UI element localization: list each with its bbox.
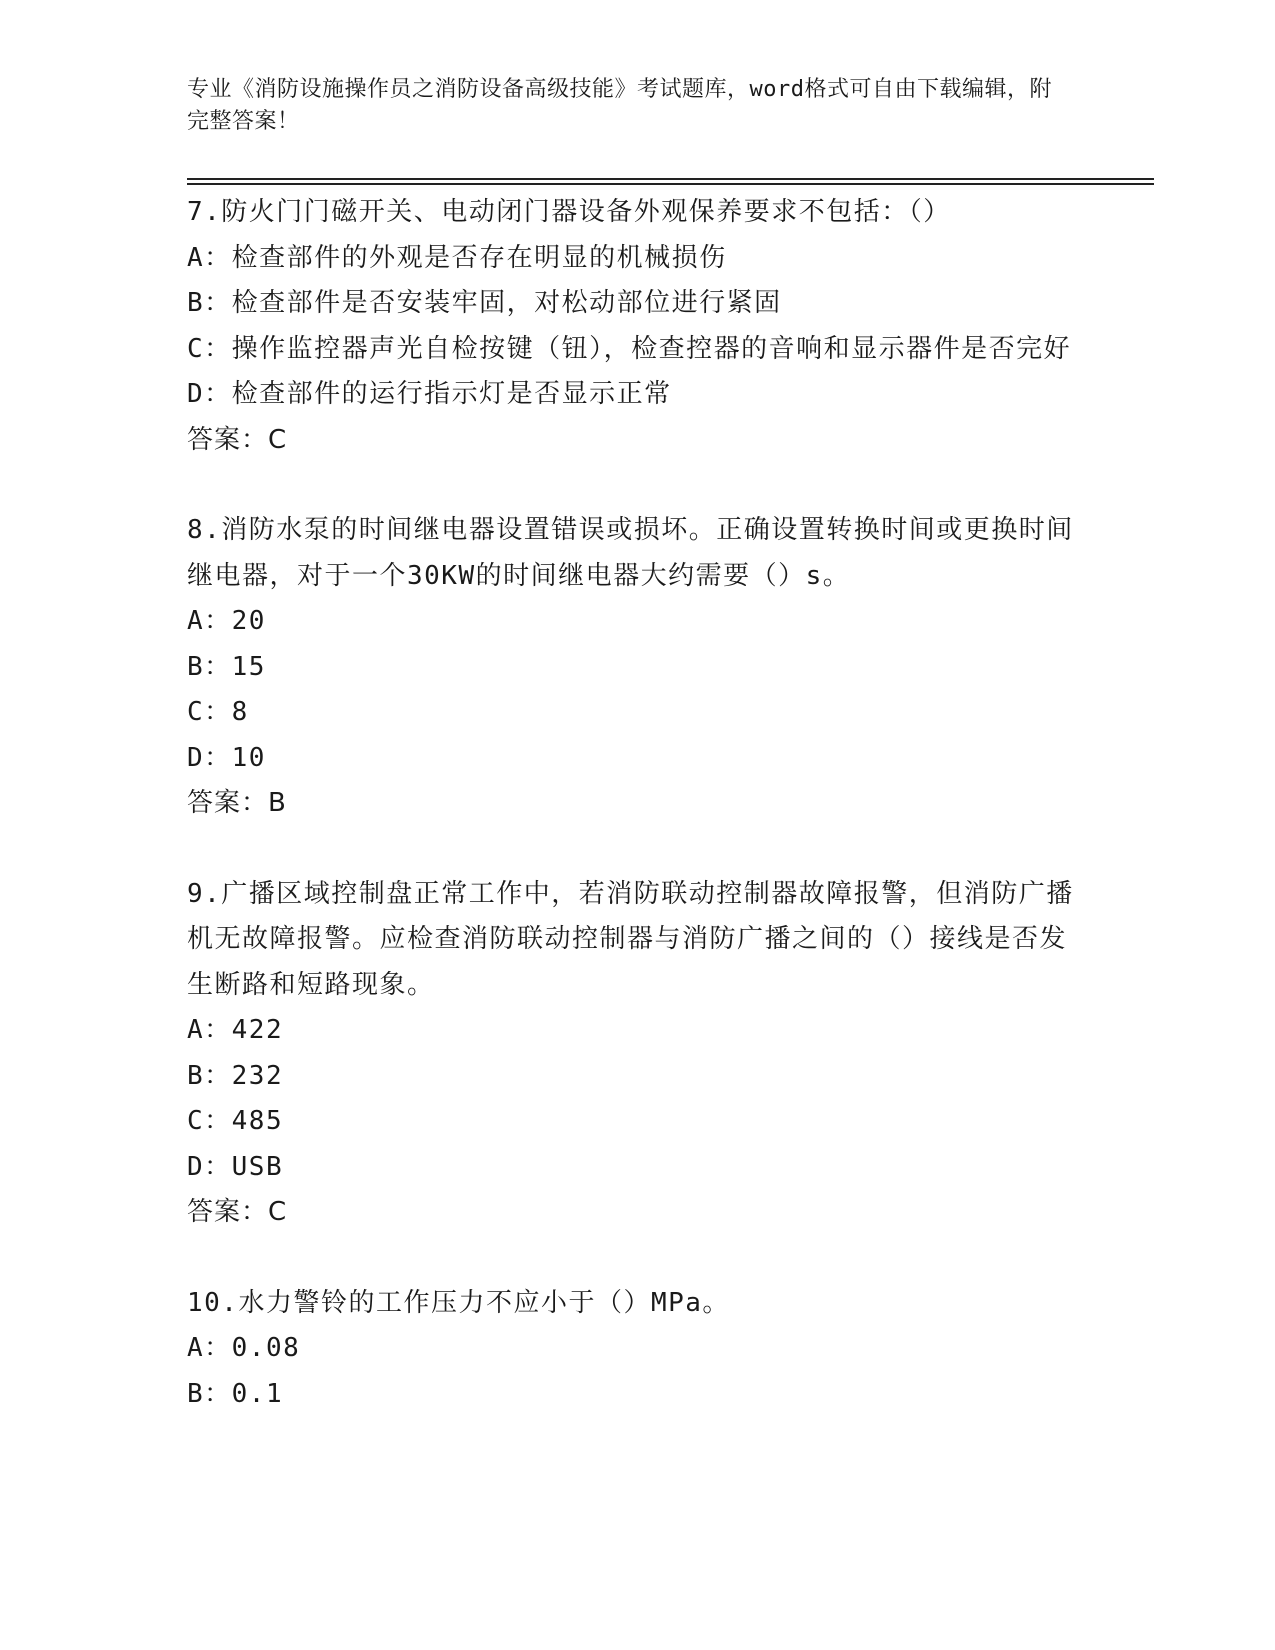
document-header: 专业《消防设施操作员之消防设备高级技能》考试题库，word格式可自由下载编辑，附完整答案！ [187, 77, 1052, 134]
question-list [187, 190, 1087, 1417]
question-7 [187, 190, 1087, 463]
question-8 [187, 508, 1087, 827]
answer: 答案：C [187, 1197, 288, 1227]
option-c: C：8 [187, 697, 249, 727]
option-a: A：20 [187, 606, 266, 636]
question-text: 8.消防水泵的时间继电器设置错误或损坏。正确设置转换时间或更换时间继电器，对于一个30KW的时间继电器大约需要（）s。 [187, 515, 1074, 591]
answer: 答案：B [187, 788, 287, 818]
option-b: B：0.1 [187, 1378, 284, 1409]
option-c: C：485 [187, 1106, 284, 1136]
question-10 [187, 1281, 1087, 1418]
header-divider-bottom [187, 183, 1154, 185]
question-text: 10.水力警铃的工作压力不应小于（）MPa。 [187, 1287, 730, 1318]
option-b: B：检查部件是否安装牢固，对松动部位进行紧固 [187, 288, 782, 318]
option-a: A：检查部件的外观是否存在明显的机械损伤 [187, 242, 727, 273]
option-c: C：操作监控器声光自检按键（钮），检查控器的音响和显示器件是否完好 [187, 333, 1072, 364]
option-d: D：10 [187, 742, 266, 773]
option-d: D：USB [187, 1151, 284, 1182]
question-text: 7.防火门门磁开关、电动闭门器设备外观保养要求不包括：（） [187, 197, 951, 227]
option-b: B：232 [187, 1060, 284, 1091]
question-9 [187, 872, 1087, 1236]
option-a: A：0.08 [187, 1333, 301, 1363]
header-divider-top [187, 178, 1154, 180]
option-b: B：15 [187, 651, 266, 682]
question-text: 9.广播区域控制盘正常工作中，若消防联动控制器故障报警，但消防广播机无故障报警。应检查消防联动控制器与消防广播之间的（）接线是否发生断路和短路现象。 [187, 878, 1074, 1000]
option-a: A：422 [187, 1015, 284, 1045]
option-d: D：检查部件的运行指示灯是否显示正常 [187, 379, 672, 409]
answer: 答案：C [187, 424, 288, 455]
